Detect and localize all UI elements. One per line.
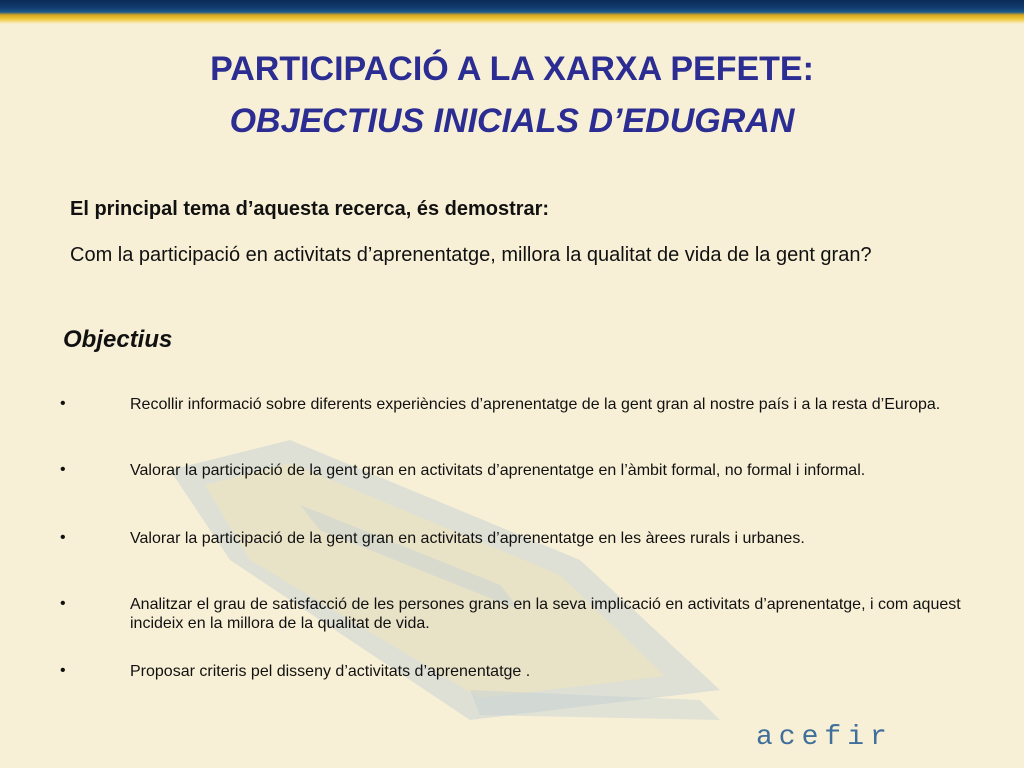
- objectives-heading: Objectius: [63, 326, 173, 353]
- lead-heading: El principal tema d’aquesta recerca, és demostrar:: [70, 198, 550, 220]
- bullet-icon: •: [60, 595, 66, 612]
- bullet-icon: •: [60, 662, 66, 679]
- list-item-text: Recollir informació sobre diferents experiències d’aprenentatge de la gent gran al nostre país i a la resta d’Europa.: [130, 396, 941, 413]
- list-item-text: Valorar la participació de la gent gran en activitats d’aprenentatge en l’àmbit formal, no formal i informal.: [130, 462, 866, 479]
- bullet-icon: •: [60, 529, 66, 546]
- list-item-text: Valorar la participació de la gent gran en activitats d’aprenentatge en les àrees rurals i urbanes.: [130, 530, 805, 547]
- slide-title: PARTICIPACIÓ A LA XARXA PEFETE:: [210, 50, 814, 88]
- lead-question: Com la participació en activitats d’aprenentatge, millora la qualitat de vida de la gent gran?: [70, 244, 872, 266]
- bullet-icon: •: [60, 395, 66, 412]
- acefir-logo: acefir: [756, 722, 893, 753]
- bullet-icon: •: [60, 461, 66, 478]
- list-item-text: Analitzar el grau de satisfacció de les persones grans en la seva implicació en activitats d’aprenentatge, i com aquest incideix en la millora de la qualitat de vida.: [130, 596, 961, 632]
- slide-subtitle: OBJECTIUS INICIALS D’EDUGRAN: [229, 102, 795, 140]
- list-item-text: Proposar criteris pel disseny d’activitats d’aprenentatge .: [130, 663, 531, 680]
